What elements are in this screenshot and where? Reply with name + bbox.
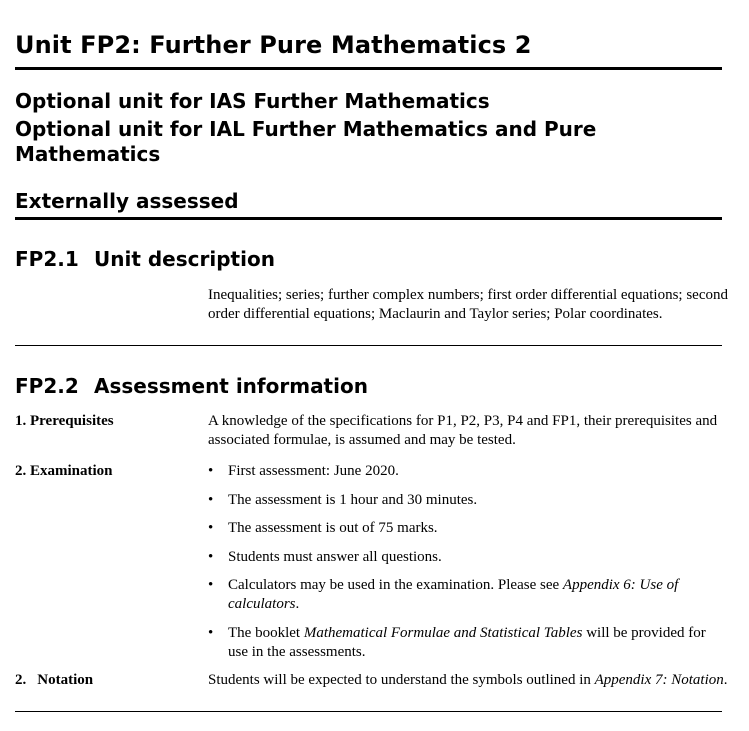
- italic-reference: Appendix 6: Use of calculators: [228, 577, 679, 613]
- section-title: Assessment information: [94, 374, 368, 398]
- unit-description-text: Inequalities; series; further complex numbers; first order differential equations; second order differential equations; Maclaurin and Taylor series; Polar coordinates.: [208, 287, 728, 322]
- examination-item: • The assessment is 1 hour and 30 minutes.: [208, 491, 478, 508]
- examination-label: 2. Examination: [15, 463, 113, 479]
- prerequisites-label: 1. Prerequisites: [15, 413, 114, 429]
- title-divider: [15, 67, 722, 70]
- examination-list-container: [208, 462, 728, 672]
- bullet-icon: •: [208, 548, 214, 565]
- examination-item: • First assessment: June 2020.: [208, 463, 399, 479]
- bullet-icon: •: [208, 491, 214, 508]
- externally-divider: [15, 217, 722, 220]
- italic-reference: Mathematical Formulae and Statistical Tables: [303, 624, 583, 641]
- unit-title: Unit FP2: Further Pure Mathematics 2: [15, 31, 532, 59]
- bullet-icon: •: [208, 520, 214, 537]
- section-divider: [15, 345, 722, 346]
- examination-item: • Students must answer all questions.: [208, 548, 442, 565]
- examination-item: • Calculators may be used in the examination. Please see Appendix 6: Use of calculators.: [208, 577, 679, 613]
- externally-assessed-heading: Externally assessed: [15, 189, 239, 213]
- examination-list: [208, 462, 728, 662]
- bullet-icon: •: [208, 624, 214, 641]
- section-title: Unit description: [94, 247, 275, 271]
- section-number: FP2.2: [15, 374, 79, 398]
- optional-ial-heading: Optional unit for IAL Further Mathematics and Pure Mathematics: [15, 117, 597, 166]
- section-heading-assessment-information: [15, 374, 368, 399]
- bullet-icon: •: [208, 577, 214, 594]
- notation-appendix-reference: Appendix 7: Notation: [594, 672, 724, 688]
- bullet-icon: •: [208, 463, 214, 479]
- examination-item: • The booklet Mathematical Formulae and Statistical Tables will be provided for use in the assessments.: [208, 624, 706, 660]
- bottom-divider: [15, 711, 722, 712]
- notation-label-text: Notation: [37, 672, 94, 688]
- notation-text: Students will be expected to understand the symbols outlined in Appendix 7: Notation.: [208, 672, 728, 688]
- examination-item: • The assessment is out of 75 marks.: [208, 520, 438, 537]
- optional-ias-heading: Optional unit for IAS Further Mathematics: [15, 89, 490, 113]
- notation-label: [15, 671, 93, 690]
- section-number: FP2.1: [15, 247, 79, 271]
- prerequisites-text: A knowledge of the specifications for P1, P2, P3, P4 and FP1, their prerequisites and associated formulae, is assumed and may be tested.: [208, 413, 718, 448]
- notation-number: 2.: [15, 672, 27, 688]
- section-heading-unit-description: [15, 247, 275, 272]
